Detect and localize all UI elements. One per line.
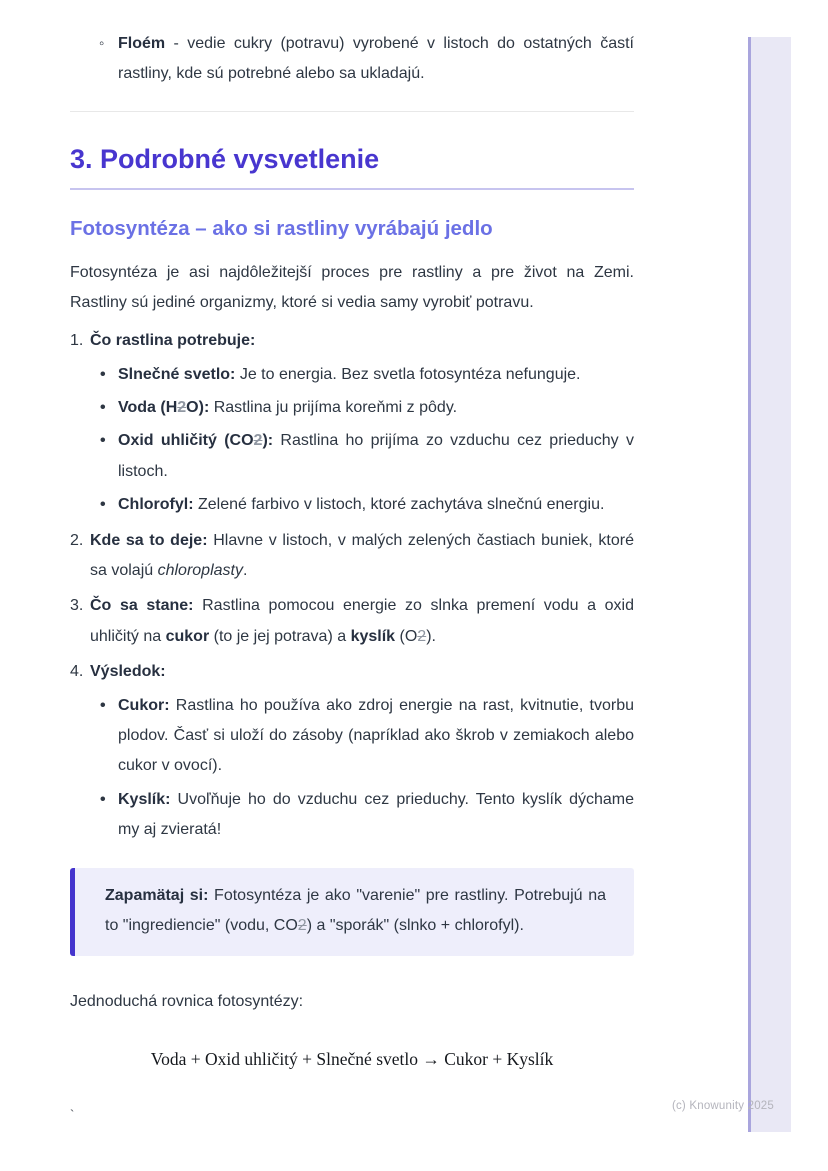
step-2-text bbox=[90, 526, 634, 587]
step-4-lead bbox=[90, 657, 634, 687]
formula-suffix: O): bbox=[186, 399, 210, 417]
sub-item-text bbox=[118, 360, 634, 390]
callout-lead: Zapamätaj si: bbox=[105, 886, 209, 904]
formula-prefix: Voda (H bbox=[118, 399, 178, 417]
list-item-1 bbox=[70, 326, 634, 520]
term-kyslik: kyslík bbox=[350, 627, 396, 645]
dot-bullet-marker bbox=[90, 490, 118, 520]
callout-text bbox=[105, 881, 606, 942]
list-item-body bbox=[90, 326, 634, 520]
list-number: 2. bbox=[70, 531, 84, 549]
sub-item-rest: Rastlina ju prijíma koreňmi z pôdy. bbox=[209, 399, 458, 417]
list-item-floem bbox=[70, 29, 634, 90]
sub-item-text bbox=[118, 393, 634, 423]
step-2-rest: Hlavne v listoch, v malých zelených častiach buniek, ktoré sa volajú bbox=[90, 531, 634, 580]
list-item-text bbox=[118, 29, 634, 90]
formula-suffix: ). bbox=[426, 627, 436, 645]
sub-item-text bbox=[118, 785, 634, 846]
step-3-lead: Čo sa stane: bbox=[90, 597, 194, 615]
numbered-list bbox=[70, 326, 634, 845]
intro-paragraph: Fotosyntéza je asi najdôležitejší proces pre rastliny a pre život na Zemi. Rastliny sú jediné organizmy, ktoré si vedia samy vyrobiť potravu. bbox=[70, 263, 634, 311]
section-subheading: Fotosyntéza – ako si rastliny vyrábajú jedlo bbox=[70, 216, 493, 240]
sub-item-cukor bbox=[90, 691, 634, 782]
sub-item-lead bbox=[118, 432, 273, 449]
sub-item-rest: Zelené farbivo v listoch, ktoré zachytáva slnečnú energiu. bbox=[193, 496, 605, 514]
sub-item-oxid-uhlicity bbox=[90, 426, 634, 487]
dot-bullet-marker bbox=[90, 785, 118, 846]
remember-callout bbox=[70, 868, 634, 957]
sub-item-text bbox=[118, 490, 634, 520]
formula-prefix: (O bbox=[395, 627, 418, 645]
struck-subscript: 2 bbox=[177, 399, 187, 417]
struck-subscript: 2 bbox=[253, 432, 263, 450]
dot-bullet-marker bbox=[90, 691, 118, 782]
formula-suffix: ): bbox=[262, 432, 274, 450]
list-item-body bbox=[90, 657, 634, 845]
sub-item-lead: Kyslík: bbox=[118, 790, 171, 808]
step-3-rest-a: Rastlina pomocou energie zo slnka premení vodu a oxid uhličitý na bbox=[90, 597, 634, 645]
dot-bullet-marker bbox=[90, 426, 118, 487]
sub-item-kyslik bbox=[90, 785, 634, 846]
sub-item-lead: Chlorofyl: bbox=[118, 496, 194, 514]
sub-item-rest: Je to energia. Bez svetla fotosyntéza nefunguje. bbox=[235, 365, 581, 383]
step-4-lead-text: Výsledok: bbox=[90, 663, 166, 681]
list-item-4 bbox=[70, 657, 634, 845]
term-floem-description: - vedie cukry (potravu) vyrobené v listoch do ostatných častí rastliny, kde sú potrebné alebo sa ukladajú. bbox=[118, 35, 634, 83]
sub-item-text bbox=[118, 426, 634, 487]
step-1-lead-text: Čo rastlina potrebuje: bbox=[90, 332, 256, 350]
sub-item-slnecne-svetlo bbox=[90, 360, 634, 390]
list-number: 1. bbox=[70, 332, 84, 350]
list-number: 4. bbox=[70, 663, 84, 681]
term-cukor: cukor bbox=[165, 627, 210, 645]
sub-item-lead: Slnečné svetlo: bbox=[118, 365, 236, 383]
step-2-tail: . bbox=[242, 562, 248, 580]
sub-item-rest: Rastlina ho používa ako zdroj energie na rast, kvitnutie, tvorbu plodov. Časť si uloží do zásoby (napríklad ako škrob v zemiakoch alebo cukor v ovocí). bbox=[118, 696, 634, 775]
term-chloroplasty: chloroplasty bbox=[157, 562, 243, 580]
list-item-body bbox=[90, 591, 634, 652]
step-3-rest-b: (to je jej potrava) a bbox=[209, 627, 351, 645]
struck-subscript: 2 bbox=[297, 916, 307, 934]
step-1-lead bbox=[90, 326, 634, 356]
section-divider bbox=[70, 111, 634, 112]
scrollbar-track[interactable] bbox=[748, 37, 791, 1132]
callout-part-2: ) a "sporák" (slnko + chlorofyl). bbox=[306, 916, 524, 934]
step-2-lead: Kde sa to deje: bbox=[90, 531, 208, 549]
list-number: 3. bbox=[70, 597, 84, 615]
list-item-body bbox=[90, 526, 634, 587]
photosynthesis-equation: Voda + Oxid uhličitý + Slnečné svetlo → Cukor + Kyslík bbox=[150, 1048, 554, 1069]
sub-item-lead: Cukor: bbox=[118, 696, 170, 714]
dot-bullet-marker bbox=[90, 393, 118, 423]
struck-subscript: 2 bbox=[417, 627, 427, 645]
term-floem: Floém bbox=[118, 35, 166, 52]
step-3-text bbox=[90, 591, 634, 652]
circle-bullet-marker bbox=[70, 29, 118, 90]
sub-item-text bbox=[118, 691, 634, 782]
sub-item-rest: Uvoľňuje ho do vzduchu cez prieduchy. Tento kyslík dýchame my aj zvieratá! bbox=[118, 790, 634, 839]
section-heading: 3. Podrobné vysvetlenie bbox=[70, 142, 634, 190]
formula-prefix: Oxid uhličitý (CO bbox=[118, 432, 254, 450]
list-item-3 bbox=[70, 591, 634, 652]
sub-item-chlorofyl bbox=[90, 490, 634, 520]
copyright-notice: (c) Knowunity 2025 bbox=[671, 1100, 774, 1112]
note-content bbox=[70, 0, 634, 1128]
dot-bullet-marker bbox=[90, 360, 118, 390]
equation-label: Jednoduchá rovnica fotosyntézy: bbox=[70, 993, 304, 1011]
stray-backtick: ` bbox=[70, 1106, 75, 1122]
sub-item-lead bbox=[118, 399, 209, 416]
sub-item-rest: Rastlina ho prijíma zo vzduchu cez prieduchy v listoch. bbox=[118, 432, 634, 480]
callout-part-1: Fotosyntéza je ako "varenie" pre rastliny. Potrebujú na to "ingrediencie" (vodu, CO bbox=[105, 886, 606, 934]
sub-item-voda bbox=[90, 393, 634, 423]
list-item-2 bbox=[70, 526, 634, 587]
